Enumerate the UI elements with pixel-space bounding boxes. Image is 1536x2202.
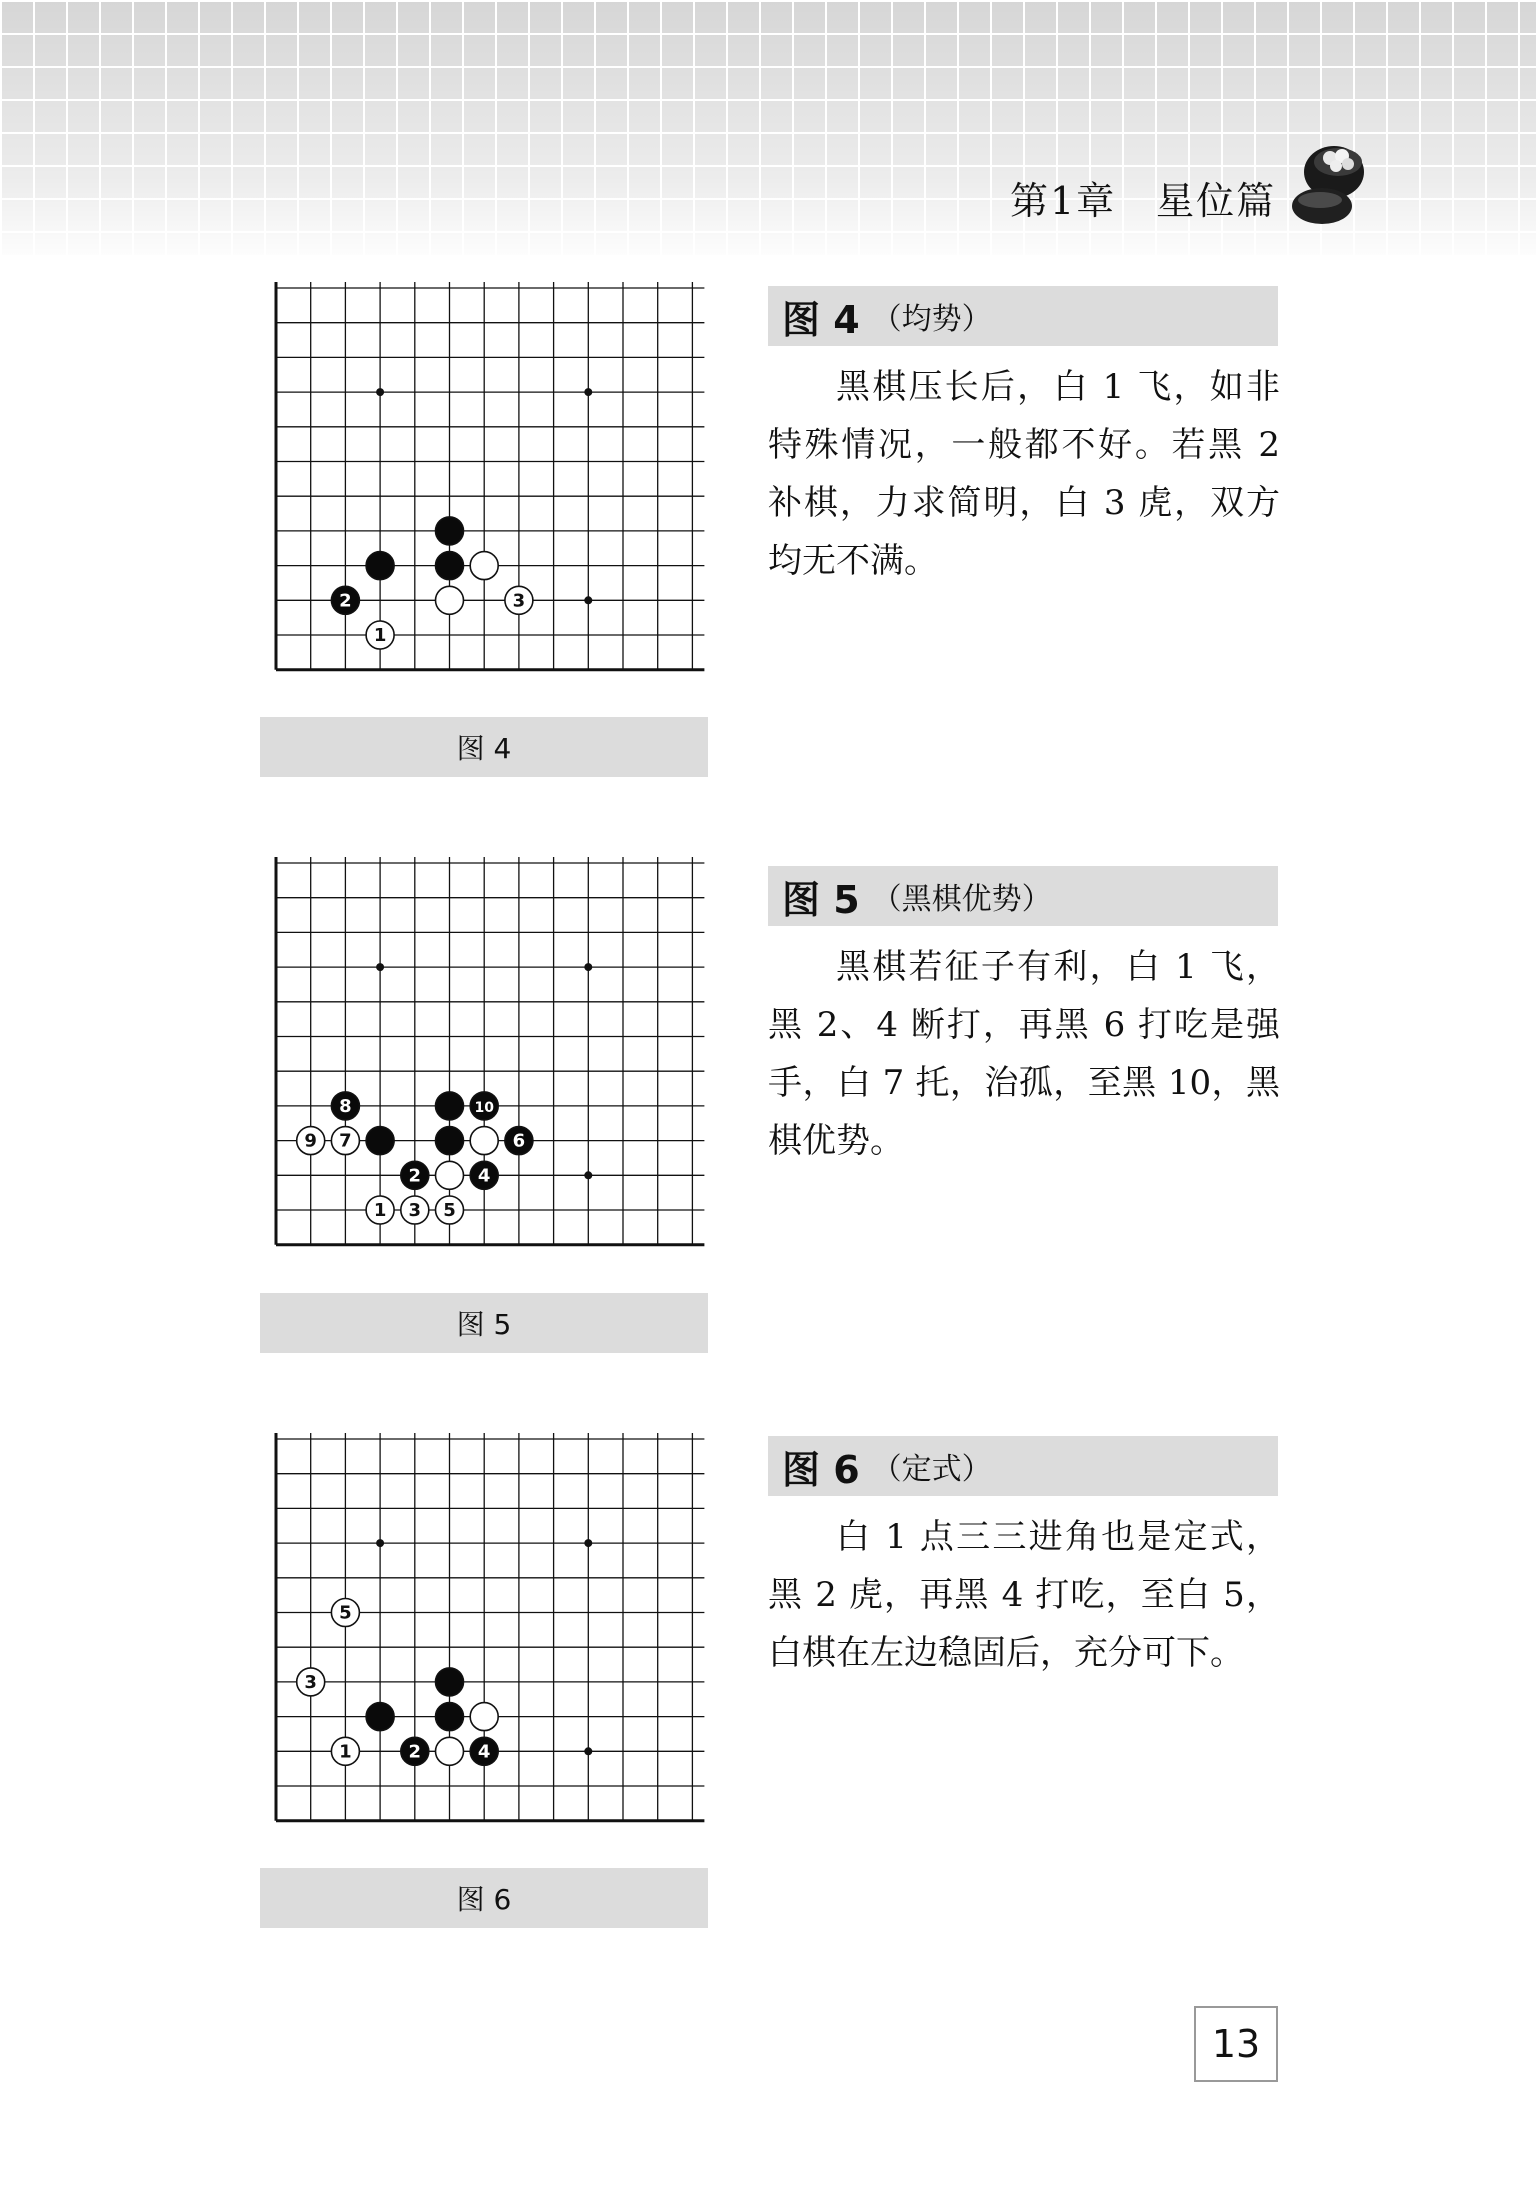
stone-number-label: 1 xyxy=(339,1741,352,1763)
section-fig-label: 图 5 xyxy=(782,877,860,922)
numbered-white-stone xyxy=(297,1127,325,1155)
star-point xyxy=(584,1539,592,1547)
star-point xyxy=(584,963,592,971)
go-bowl-icon xyxy=(1290,136,1374,228)
stone-number-label: 4 xyxy=(477,1741,491,1763)
go-board-diagram-6 xyxy=(268,1433,718,1843)
black-stone xyxy=(366,1703,394,1731)
section-text-6 xyxy=(768,1508,1280,1682)
stone-number-label: 2 xyxy=(408,1741,422,1763)
numbered-white-stone xyxy=(436,1196,464,1224)
white-stone xyxy=(470,1127,498,1155)
star-point xyxy=(584,388,592,396)
stone-number-label: 3 xyxy=(408,1200,422,1221)
section-text-5 xyxy=(768,938,1280,1170)
section-paragraph: 黑棋压长后，白 1 飞，如非特殊情况，一般都不好。若黑 2 补棋，力求简明，白 3 虎，双方均无不满。 xyxy=(768,367,1280,581)
stone-number-label: 4 xyxy=(477,1165,491,1187)
stone-number-label: 1 xyxy=(373,625,387,646)
numbered-black-stone xyxy=(505,1127,533,1155)
figure-caption-4: 图 4 xyxy=(260,717,708,777)
numbered-black-stone xyxy=(470,1737,498,1765)
black-stone xyxy=(436,1127,464,1155)
stone-number-label: 8 xyxy=(339,1095,352,1117)
chapter-title: 第1章 星位篇 xyxy=(1010,179,1277,223)
stone-number-label: 7 xyxy=(339,1130,352,1152)
star-point xyxy=(376,388,384,396)
white-stone xyxy=(436,1161,464,1189)
numbered-black-stone xyxy=(470,1092,498,1120)
section-fig-label: 图 6 xyxy=(782,1447,860,1492)
numbered-black-stone xyxy=(331,586,359,614)
section-title-6 xyxy=(768,1436,1278,1496)
stone-number-label: 10 xyxy=(474,1099,494,1116)
numbered-white-stone xyxy=(401,1196,429,1224)
white-stone xyxy=(470,1703,498,1731)
black-stone xyxy=(436,517,464,545)
white-stone xyxy=(470,552,498,580)
figure-caption-5: 图 5 xyxy=(260,1293,708,1353)
numbered-white-stone xyxy=(331,1127,359,1155)
stone-number-label: 1 xyxy=(373,1200,387,1221)
star-point xyxy=(584,1171,592,1179)
numbered-black-stone xyxy=(470,1161,498,1189)
numbered-black-stone xyxy=(331,1092,359,1120)
numbered-white-stone xyxy=(366,621,394,649)
numbered-white-stone xyxy=(366,1196,394,1224)
stone-number-label: 5 xyxy=(443,1200,456,1221)
section-fig-label: 图 4 xyxy=(782,297,860,342)
white-stone xyxy=(436,1737,464,1765)
section-text-4 xyxy=(768,358,1280,590)
numbered-black-stone xyxy=(401,1737,429,1765)
star-point xyxy=(376,1539,384,1547)
black-stone xyxy=(436,1668,464,1696)
section-paragraph: 黑棋若征子有利，白 1 飞，黑 2、4 断打，再黑 6 打吃是强手，白 7 托，治孤，至黑 10，黑棋优势。 xyxy=(768,947,1280,1161)
stone-number-label: 3 xyxy=(512,590,526,612)
section-subtitle: （黑棋优势） xyxy=(871,882,1052,917)
stone-number-label: 6 xyxy=(512,1130,526,1152)
section-subtitle: （定式） xyxy=(871,1452,992,1487)
numbered-white-stone xyxy=(297,1668,325,1696)
star-point xyxy=(584,1747,592,1755)
black-stone xyxy=(436,552,464,580)
numbered-white-stone xyxy=(331,1737,359,1765)
figure-caption-6: 图 6 xyxy=(260,1868,708,1928)
stone-number-label: 5 xyxy=(339,1602,352,1624)
black-stone xyxy=(366,1127,394,1155)
section-title-5 xyxy=(768,866,1278,926)
star-point xyxy=(376,963,384,971)
section-title-4 xyxy=(768,286,1278,346)
black-stone xyxy=(436,1703,464,1731)
stone-number-label: 3 xyxy=(304,1671,317,1693)
section-subtitle: （均势） xyxy=(871,302,992,337)
numbered-white-stone xyxy=(331,1599,359,1627)
white-stone xyxy=(436,586,464,614)
numbered-white-stone xyxy=(505,586,533,614)
page-number: 13 xyxy=(1194,2006,1278,2082)
section-paragraph: 白 1 点三三进角也是定式，黑 2 虎，再黑 4 打吃，至白 5，白棋在左边稳固后，充分可下。 xyxy=(768,1517,1280,1673)
star-point xyxy=(584,596,592,604)
stone-number-label: 9 xyxy=(304,1130,317,1152)
go-board-diagram-5 xyxy=(268,857,718,1267)
black-stone xyxy=(436,1092,464,1120)
go-board-diagram-4 xyxy=(268,282,718,692)
stone-number-label: 2 xyxy=(339,590,352,612)
stone-number-label: 2 xyxy=(408,1165,422,1187)
numbered-black-stone xyxy=(401,1161,429,1189)
black-stone xyxy=(366,552,394,580)
